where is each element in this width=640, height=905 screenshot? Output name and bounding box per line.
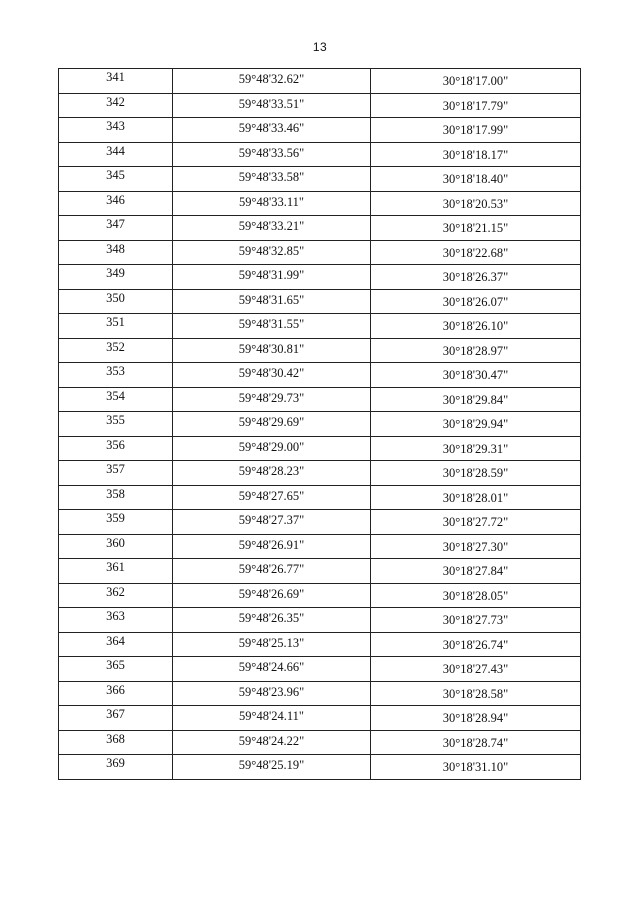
point-number-cell: 352	[59, 338, 173, 363]
point-number-cell: 358	[59, 485, 173, 510]
latitude-cell: 59°48'24.66"	[173, 657, 371, 682]
point-number-cell: 347	[59, 216, 173, 241]
point-number-cell: 369	[59, 755, 173, 780]
table-row	[59, 412, 581, 437]
latitude-cell: 59°48'26.35"	[173, 608, 371, 633]
latitude-cell: 59°48'31.55"	[173, 314, 371, 339]
table-row	[59, 632, 581, 657]
longitude-cell: 30°18'27.72"	[371, 510, 581, 535]
latitude-cell: 59°48'29.73"	[173, 387, 371, 412]
longitude-cell: 30°18'29.84"	[371, 387, 581, 412]
point-number-cell: 342	[59, 93, 173, 118]
longitude-cell: 30°18'29.31"	[371, 436, 581, 461]
point-number-cell: 366	[59, 681, 173, 706]
point-number-cell: 360	[59, 534, 173, 559]
longitude-cell: 30°18'28.01"	[371, 485, 581, 510]
latitude-cell: 59°48'23.96"	[173, 681, 371, 706]
point-number-cell: 367	[59, 706, 173, 731]
point-number-cell: 363	[59, 608, 173, 633]
longitude-cell: 30°18'17.99"	[371, 118, 581, 143]
page-number: 13	[312, 40, 328, 54]
table-row	[59, 191, 581, 216]
longitude-cell: 30°18'27.84"	[371, 559, 581, 584]
longitude-cell: 30°18'22.68"	[371, 240, 581, 265]
latitude-cell: 59°48'31.99"	[173, 265, 371, 290]
longitude-cell: 30°18'31.10"	[371, 755, 581, 780]
latitude-cell: 59°48'27.37"	[173, 510, 371, 535]
latitude-cell: 59°48'30.81"	[173, 338, 371, 363]
latitude-cell: 59°48'26.69"	[173, 583, 371, 608]
point-number-cell: 364	[59, 632, 173, 657]
table-row	[59, 510, 581, 535]
latitude-cell: 59°48'33.56"	[173, 142, 371, 167]
table-row	[59, 93, 581, 118]
longitude-cell: 30°18'18.17"	[371, 142, 581, 167]
latitude-cell: 59°48'32.85"	[173, 240, 371, 265]
latitude-cell: 59°48'32.62"	[173, 69, 371, 94]
latitude-cell: 59°48'29.69"	[173, 412, 371, 437]
latitude-cell: 59°48'33.21"	[173, 216, 371, 241]
longitude-cell: 30°18'27.73"	[371, 608, 581, 633]
point-number-cell: 343	[59, 118, 173, 143]
table-row	[59, 314, 581, 339]
latitude-cell: 59°48'25.19"	[173, 755, 371, 780]
point-number-cell: 361	[59, 559, 173, 584]
latitude-cell: 59°48'28.23"	[173, 461, 371, 486]
longitude-cell: 30°18'28.59"	[371, 461, 581, 486]
longitude-cell: 30°18'28.05"	[371, 583, 581, 608]
table-row	[59, 338, 581, 363]
longitude-cell: 30°18'27.30"	[371, 534, 581, 559]
point-number-cell: 355	[59, 412, 173, 437]
latitude-cell: 59°48'30.42"	[173, 363, 371, 388]
longitude-cell: 30°18'28.58"	[371, 681, 581, 706]
point-number-cell: 356	[59, 436, 173, 461]
longitude-cell: 30°18'28.97"	[371, 338, 581, 363]
table-row	[59, 289, 581, 314]
table-row	[59, 216, 581, 241]
point-number-cell: 359	[59, 510, 173, 535]
longitude-cell: 30°18'18.40"	[371, 167, 581, 192]
longitude-cell: 30°18'20.53"	[371, 191, 581, 216]
latitude-cell: 59°48'24.22"	[173, 730, 371, 755]
latitude-cell: 59°48'26.91"	[173, 534, 371, 559]
coordinates-table	[58, 68, 581, 780]
point-number-cell: 345	[59, 167, 173, 192]
table-row	[59, 706, 581, 731]
longitude-cell: 30°18'21.15"	[371, 216, 581, 241]
point-number-cell: 349	[59, 265, 173, 290]
latitude-cell: 59°48'33.46"	[173, 118, 371, 143]
table-row	[59, 167, 581, 192]
table-row	[59, 240, 581, 265]
table-row	[59, 534, 581, 559]
latitude-cell: 59°48'25.13"	[173, 632, 371, 657]
longitude-cell: 30°18'26.07"	[371, 289, 581, 314]
table-row	[59, 608, 581, 633]
table-row	[59, 461, 581, 486]
table-row	[59, 730, 581, 755]
longitude-cell: 30°18'17.00"	[371, 69, 581, 94]
longitude-cell: 30°18'30.47"	[371, 363, 581, 388]
table-row	[59, 265, 581, 290]
longitude-cell: 30°18'28.94"	[371, 706, 581, 731]
latitude-cell: 59°48'24.11"	[173, 706, 371, 731]
table-row	[59, 118, 581, 143]
table-row	[59, 559, 581, 584]
point-number-cell: 368	[59, 730, 173, 755]
longitude-cell: 30°18'26.10"	[371, 314, 581, 339]
longitude-cell: 30°18'26.37"	[371, 265, 581, 290]
longitude-cell: 30°18'28.74"	[371, 730, 581, 755]
point-number-cell: 350	[59, 289, 173, 314]
table-row	[59, 363, 581, 388]
point-number-cell: 362	[59, 583, 173, 608]
latitude-cell: 59°48'33.58"	[173, 167, 371, 192]
table-row	[59, 485, 581, 510]
point-number-cell: 348	[59, 240, 173, 265]
point-number-cell: 344	[59, 142, 173, 167]
table-row	[59, 436, 581, 461]
latitude-cell: 59°48'29.00"	[173, 436, 371, 461]
point-number-cell: 357	[59, 461, 173, 486]
table-row	[59, 387, 581, 412]
table-row	[59, 69, 581, 94]
table-row	[59, 681, 581, 706]
latitude-cell: 59°48'33.51"	[173, 93, 371, 118]
point-number-cell: 354	[59, 387, 173, 412]
latitude-cell: 59°48'26.77"	[173, 559, 371, 584]
table-row	[59, 657, 581, 682]
table-row	[59, 583, 581, 608]
point-number-cell: 341	[59, 69, 173, 94]
table-row	[59, 142, 581, 167]
point-number-cell: 365	[59, 657, 173, 682]
table-row	[59, 755, 581, 780]
point-number-cell: 353	[59, 363, 173, 388]
point-number-cell: 346	[59, 191, 173, 216]
longitude-cell: 30°18'26.74"	[371, 632, 581, 657]
longitude-cell: 30°18'27.43"	[371, 657, 581, 682]
point-number-cell: 351	[59, 314, 173, 339]
longitude-cell: 30°18'17.79"	[371, 93, 581, 118]
latitude-cell: 59°48'31.65"	[173, 289, 371, 314]
latitude-cell: 59°48'27.65"	[173, 485, 371, 510]
latitude-cell: 59°48'33.11"	[173, 191, 371, 216]
coordinates-table-body	[59, 69, 581, 780]
longitude-cell: 30°18'29.94"	[371, 412, 581, 437]
